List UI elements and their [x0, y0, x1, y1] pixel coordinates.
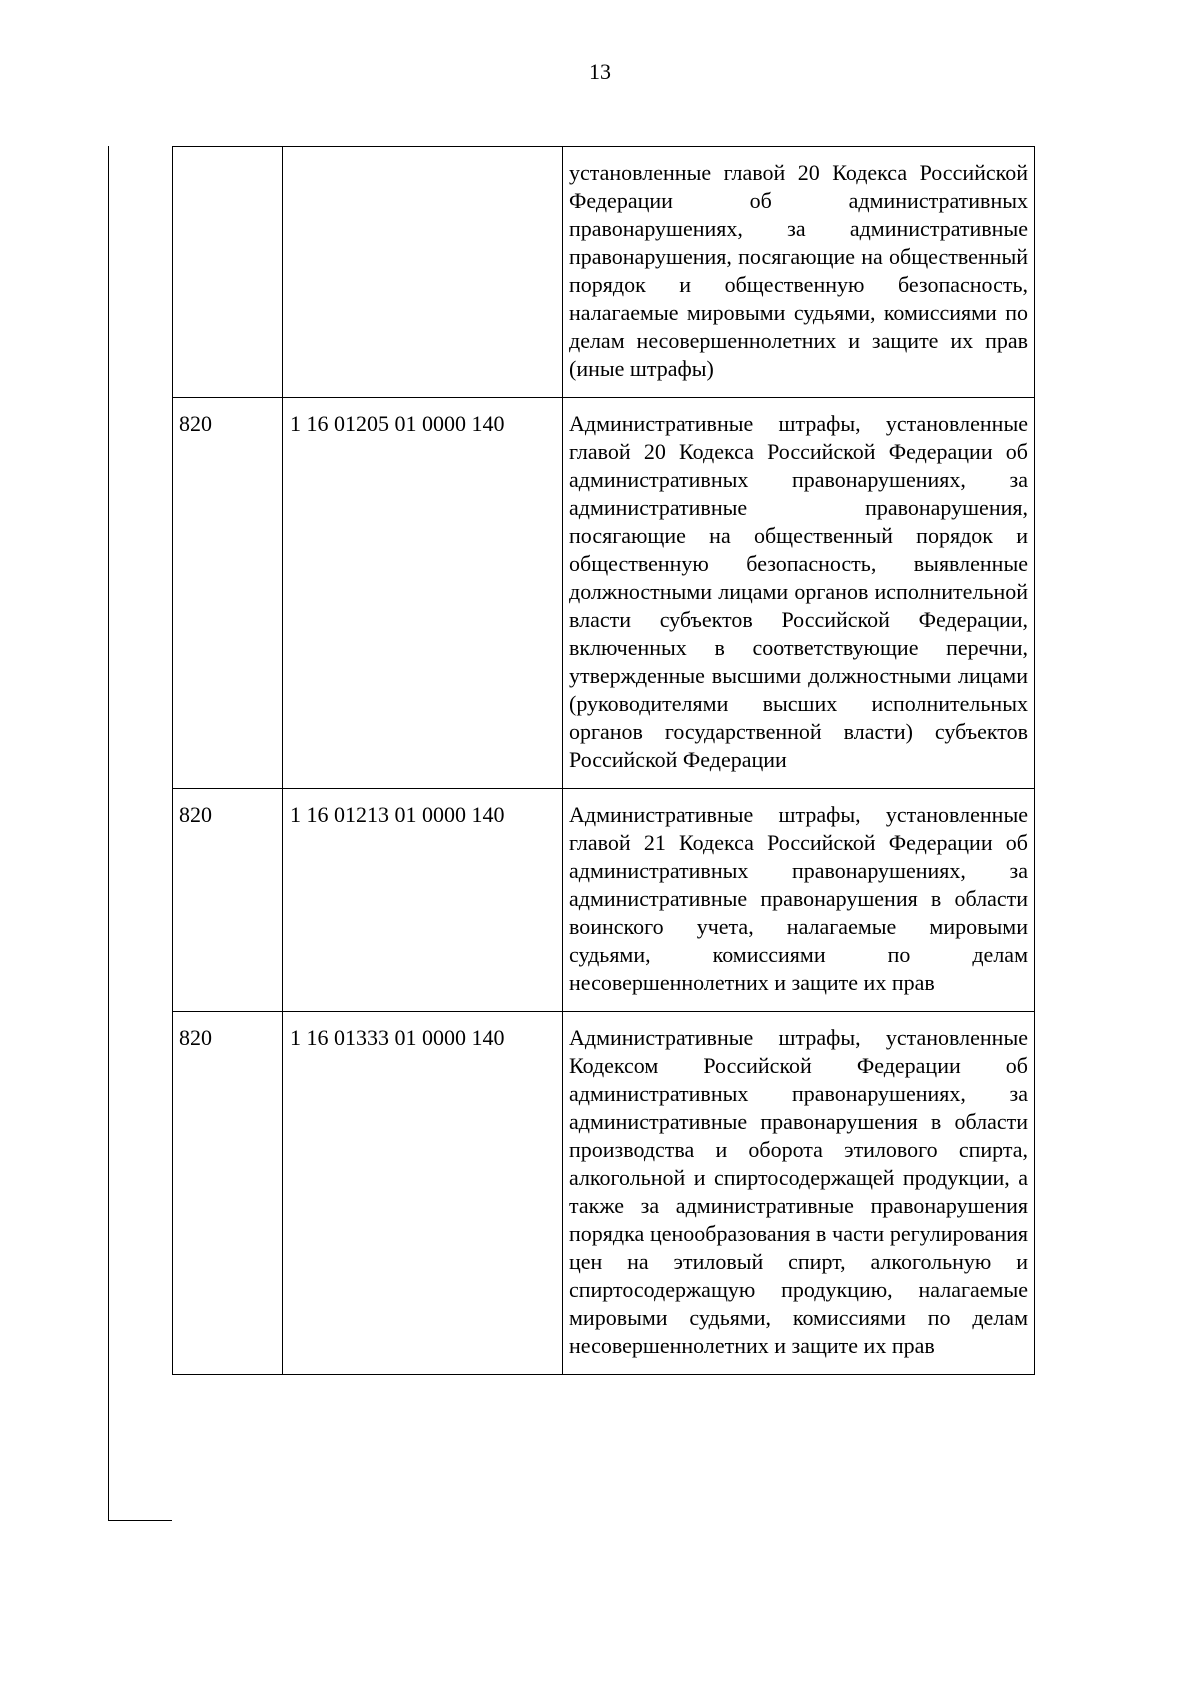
description-cell [563, 1012, 1035, 1375]
description-text: Административные штрафы, установленные Кодексом Российской Федерации об административных правонарушениях, за административные правонарушения в области производства и оборота этилового спирта, алкогольной и спиртосодержащей продукции, а также за административные правонарушения порядка ценообразования в части регулирования цен на этиловый спирт, алкогольную и спиртосодержащую продукцию, налагаемые мировыми судьями, комиссиями по делам несовершеннолетних и защите их прав [569, 1025, 1028, 1358]
left-margin-rule [108, 146, 109, 1521]
description-text: установленные главой 20 Кодекса Российской Федерации об административных правонарушениях, за административные правонарушения, посягающие на общественный порядок и общественную безопасность, налагаемые мировыми судьями, комиссиями по делам несовершеннолетних и защите их прав (иные штрафы) [569, 160, 1028, 381]
table-row [173, 789, 1035, 1012]
description-cell [563, 398, 1035, 789]
admin-code-cell [173, 147, 283, 398]
description-cell [563, 147, 1035, 398]
admin-code-cell: 820 [173, 398, 283, 789]
admin-code-cell: 820 [173, 789, 283, 1012]
description-text: Административные штрафы, установленные главой 21 Кодекса Российской Федерации об административных правонарушениях, за административные правонарушения в области воинского учета, налагаемые мировыми судьями, комиссиями по делам несовершеннолетних и защите их прав [569, 802, 1028, 995]
admin-code-cell: 820 [173, 1012, 283, 1375]
description-cell [563, 789, 1035, 1012]
kbk-code-cell: 1 16 01213 01 0000 140 [283, 789, 563, 1012]
kbk-code-cell: 1 16 01205 01 0000 140 [283, 398, 563, 789]
bottom-margin-rule [108, 1520, 172, 1521]
kbk-code-cell [283, 147, 563, 398]
table-row [173, 147, 1035, 398]
revenue-codes-table [172, 146, 1035, 1375]
table-row [173, 1012, 1035, 1375]
kbk-code-cell: 1 16 01333 01 0000 140 [283, 1012, 563, 1375]
page-number: 13 [589, 59, 611, 84]
table-row [173, 398, 1035, 789]
description-text: Административные штрафы, установленные главой 20 Кодекса Российской Федерации об административных правонарушениях, за административные правонарушения, посягающие на общественный порядок и общественную безопасность, выявленные должностными лицами органов исполнительной власти субъектов Российской Федерации, включенных в соответствующие перечни, утвержденные высшими должностными лицами (руководителями высших исполнительных органов государственной власти) субъектов Российской Федерации [569, 411, 1028, 772]
